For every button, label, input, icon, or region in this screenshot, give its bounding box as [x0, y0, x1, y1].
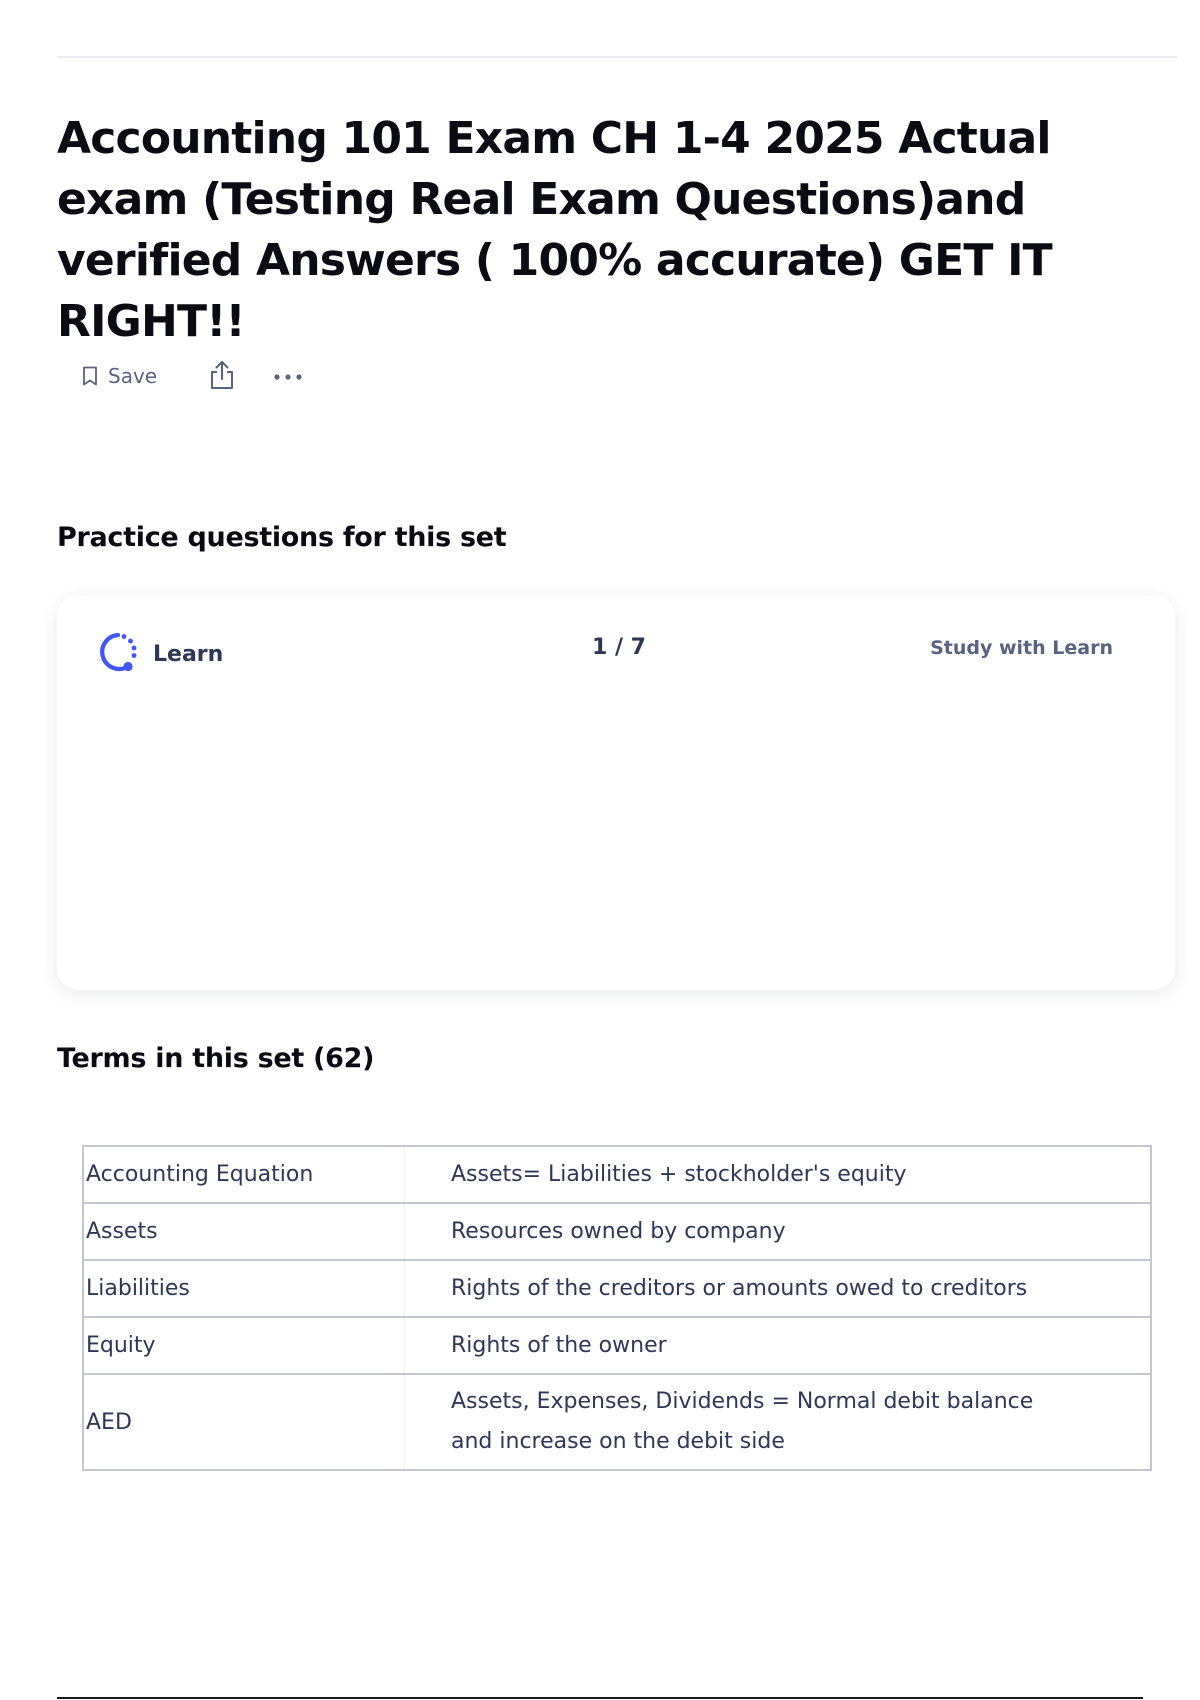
definition-cell: Rights of the owner: [405, 1317, 1152, 1374]
bottom-divider: [57, 1697, 1143, 1699]
question-counter: 1 / 7: [592, 635, 646, 660]
more-options-button[interactable]: [273, 369, 303, 384]
term-cell: Liabilities: [83, 1260, 405, 1317]
definition-cell: Rights of the creditors or amounts owed to creditors: [405, 1260, 1152, 1317]
study-with-learn-link[interactable]: Study with Learn: [930, 637, 1113, 659]
learn-card: [57, 595, 1175, 990]
definition-cell: Resources owned by company: [405, 1203, 1152, 1260]
top-divider: [57, 56, 1177, 58]
table-row: [83, 1317, 1151, 1374]
practice-heading: Practice questions for this set: [57, 522, 507, 553]
terms-heading: Terms in this set (62): [57, 1043, 375, 1074]
definition-line: Assets, Expenses, Dividends = Normal debit balance: [451, 1389, 1034, 1414]
term-cell: Equity: [83, 1317, 405, 1374]
term-cell: Assets: [83, 1203, 405, 1260]
share-button[interactable]: [209, 360, 235, 393]
learn-mode-label: Learn: [153, 642, 224, 667]
table-row: [83, 1146, 1151, 1203]
terms-table: [82, 1145, 1152, 1471]
table-row: [83, 1203, 1151, 1260]
learn-progress-icon: [97, 631, 139, 678]
definition-cell: Assets= Liabilities + stockholder's equity: [405, 1146, 1152, 1203]
action-bar: [82, 356, 303, 396]
learn-brand: [97, 631, 223, 678]
table-row: [83, 1374, 1151, 1470]
share-icon: [209, 360, 235, 393]
more-options-icon: [273, 369, 303, 384]
term-cell: AED: [83, 1374, 405, 1470]
save-button[interactable]: [82, 364, 157, 388]
term-cell: Accounting Equation: [83, 1146, 405, 1203]
bookmark-icon: [82, 366, 98, 386]
table-row: [83, 1260, 1151, 1317]
definition-line: and increase on the debit side: [451, 1429, 785, 1454]
definition-cell: [405, 1374, 1152, 1470]
page-title: Accounting 101 Exam CH 1-4 2025 Actual exam (Testing Real Exam Questions)and verified Answers ( 100% accurate) GET IT RIGHT!!: [57, 113, 1052, 347]
save-label: Save: [108, 364, 158, 388]
